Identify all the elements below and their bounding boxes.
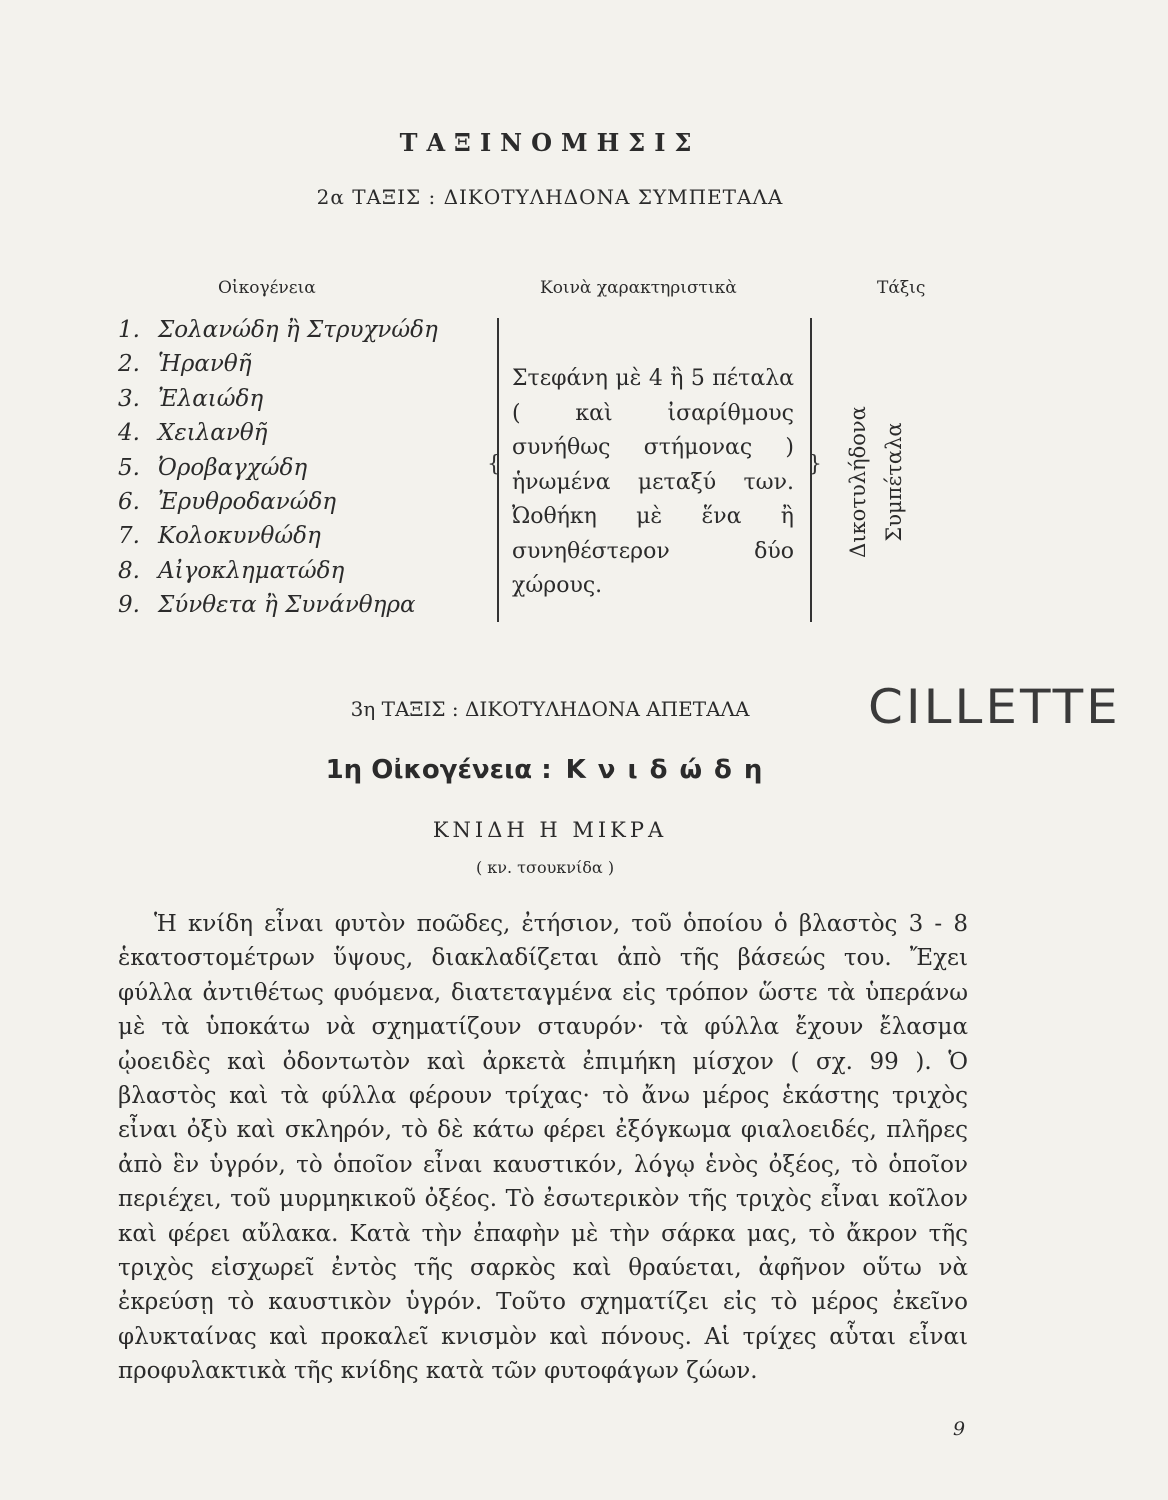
- left-brace-icon: {: [487, 452, 501, 477]
- handwritten-annotation: CILLETTE: [868, 679, 1121, 735]
- page-number: 9: [953, 1418, 966, 1440]
- column-header-features: Κοινὰ χαρακτηριστικὰ: [540, 278, 737, 298]
- column-header-family: Οἰκογένεια: [218, 278, 316, 298]
- plant-name: ΚΝΙΔΗ Η ΜΙΚΡΑ: [432, 818, 668, 842]
- common-name: ( κν. τσουκνίδα ): [475, 858, 615, 877]
- body-paragraph: Ἡ κνίδη εἶναι φυτὸν ποῶδες, ἐτήσιον, τοῦ ὁποίου ὁ βλαστὸς 3 - 8 ἑκατοστομέτρων ὕψους, διακλαδίζεται ἀπὸ τῆς βάσεώς του. Ἔχει φύλλα ἀντιθέτως φυόμενα, διατεταγμένα εἰς τρόπον ὥστε τὰ ὑπεράνω μὲ τὰ ὑποκάτω νὰ σχηματίζουν σταυρόν· τὰ φύλλα ἔχουν ἔλασμα ᾠοειδὲς καὶ ὀδοντωτὸν καὶ ἀρκετὰ ἐπιμήκη μίσχον ( σχ. 99 ). Ὁ βλαστὸς καὶ τὰ φύλλα φέρουν τρίχας· τὸ ἄνω μέρος ἑκάστης τριχὸς εἶναι ὀξὺ καὶ σκληρόν, τὸ δὲ κάτω φέρει ἐξόγκωμα φιαλοειδές, πλῆρες ἀπὸ ἓν ὑγρόν, τὸ ὁποῖον εἶναι καυστικόν, λόγῳ ἑνὸς ὀξέος, τὸ ὁποῖον περιέχει, τοῦ μυρμηκικοῦ ὀξέος. Τὸ ἐσωτερικὸν τῆς τριχὸς εἶναι κοῖλον καὶ φέρει αὔλακα. Κατὰ τὴν ἐπαφὴν μὲ τὴν σάρκα μας, τὸ ἄκρον τῆς τριχὸς εἰσχωρεῖ ἐντὸς τῆς σαρκὸς καὶ θραύεται, ἀφῆνον οὕτω νὰ ἐκρεύσῃ τὸ καυστικὸν ὑγρόν. Τοῦτο σχηματίζει εἰς τὸ μέρος ἐκεῖνο φλυκταίνας καὶ προκαλεῖ κνισμὸν καὶ πόνους. Αἱ τρίχες αὗται εἶναι προφυλακτικὰ τῆς κνίδης κατὰ τῶν φυτοφάγων ζώων.: [118, 911, 968, 1385]
- column-header-taxis: Τάξις: [877, 278, 926, 298]
- class-subtitle: 2α ΤΑΞΙΣ : ΔΙΚΟΤΥΛΗΔΟΝΑ ΣΥΜΠΕΤΑΛΑ: [316, 185, 784, 209]
- list-item: 9. Σύνθετα ἢ Συνάνθηρα: [118, 592, 416, 619]
- list-item: 8. Αἰγοκληματώδη: [118, 557, 345, 584]
- common-features-text: Στεφάνη μὲ 4 ἢ 5 πέταλα ( καὶ ἰσαρίθμους συνήθως στήμονας ) ἡνωμένα μεταξύ των. Ὠοθήκη μὲ ἕνα ἢ συνηθέστερον δύο χώρους.: [512, 366, 794, 598]
- taxis-label: Δικοτυλήδονα Συμπέταλα: [846, 406, 906, 558]
- list-item: 3. Ἐλαιώδη: [118, 385, 264, 412]
- list-item: 7. Κολοκυνθώδη: [118, 523, 321, 550]
- list-item: 1. Σολανώδη ἢ Στρυχνώδη: [118, 317, 438, 343]
- list-item: 6. Ἐρυθροδανώδη: [118, 489, 337, 516]
- list-item: 5. Ὀροβαγχώδη: [118, 454, 308, 481]
- section-heading: 3η ΤΑΞΙΣ : ΔΙΚΟΤΥΛΗΔΟΝΑ ΑΠΕΤΑΛΑ: [350, 697, 750, 721]
- page-title: ΤΑΞΙΝΟΜΗΣΙΣ: [399, 128, 701, 157]
- right-brace-icon: }: [808, 452, 822, 477]
- list-item: 4. Χειλανθῆ: [118, 420, 268, 447]
- list-item: 2. Ἡρανθῆ: [118, 351, 252, 378]
- family-heading: 1η Οἰκογένεια : Κνιδώδη: [325, 755, 775, 785]
- family-list: [118, 313, 438, 623]
